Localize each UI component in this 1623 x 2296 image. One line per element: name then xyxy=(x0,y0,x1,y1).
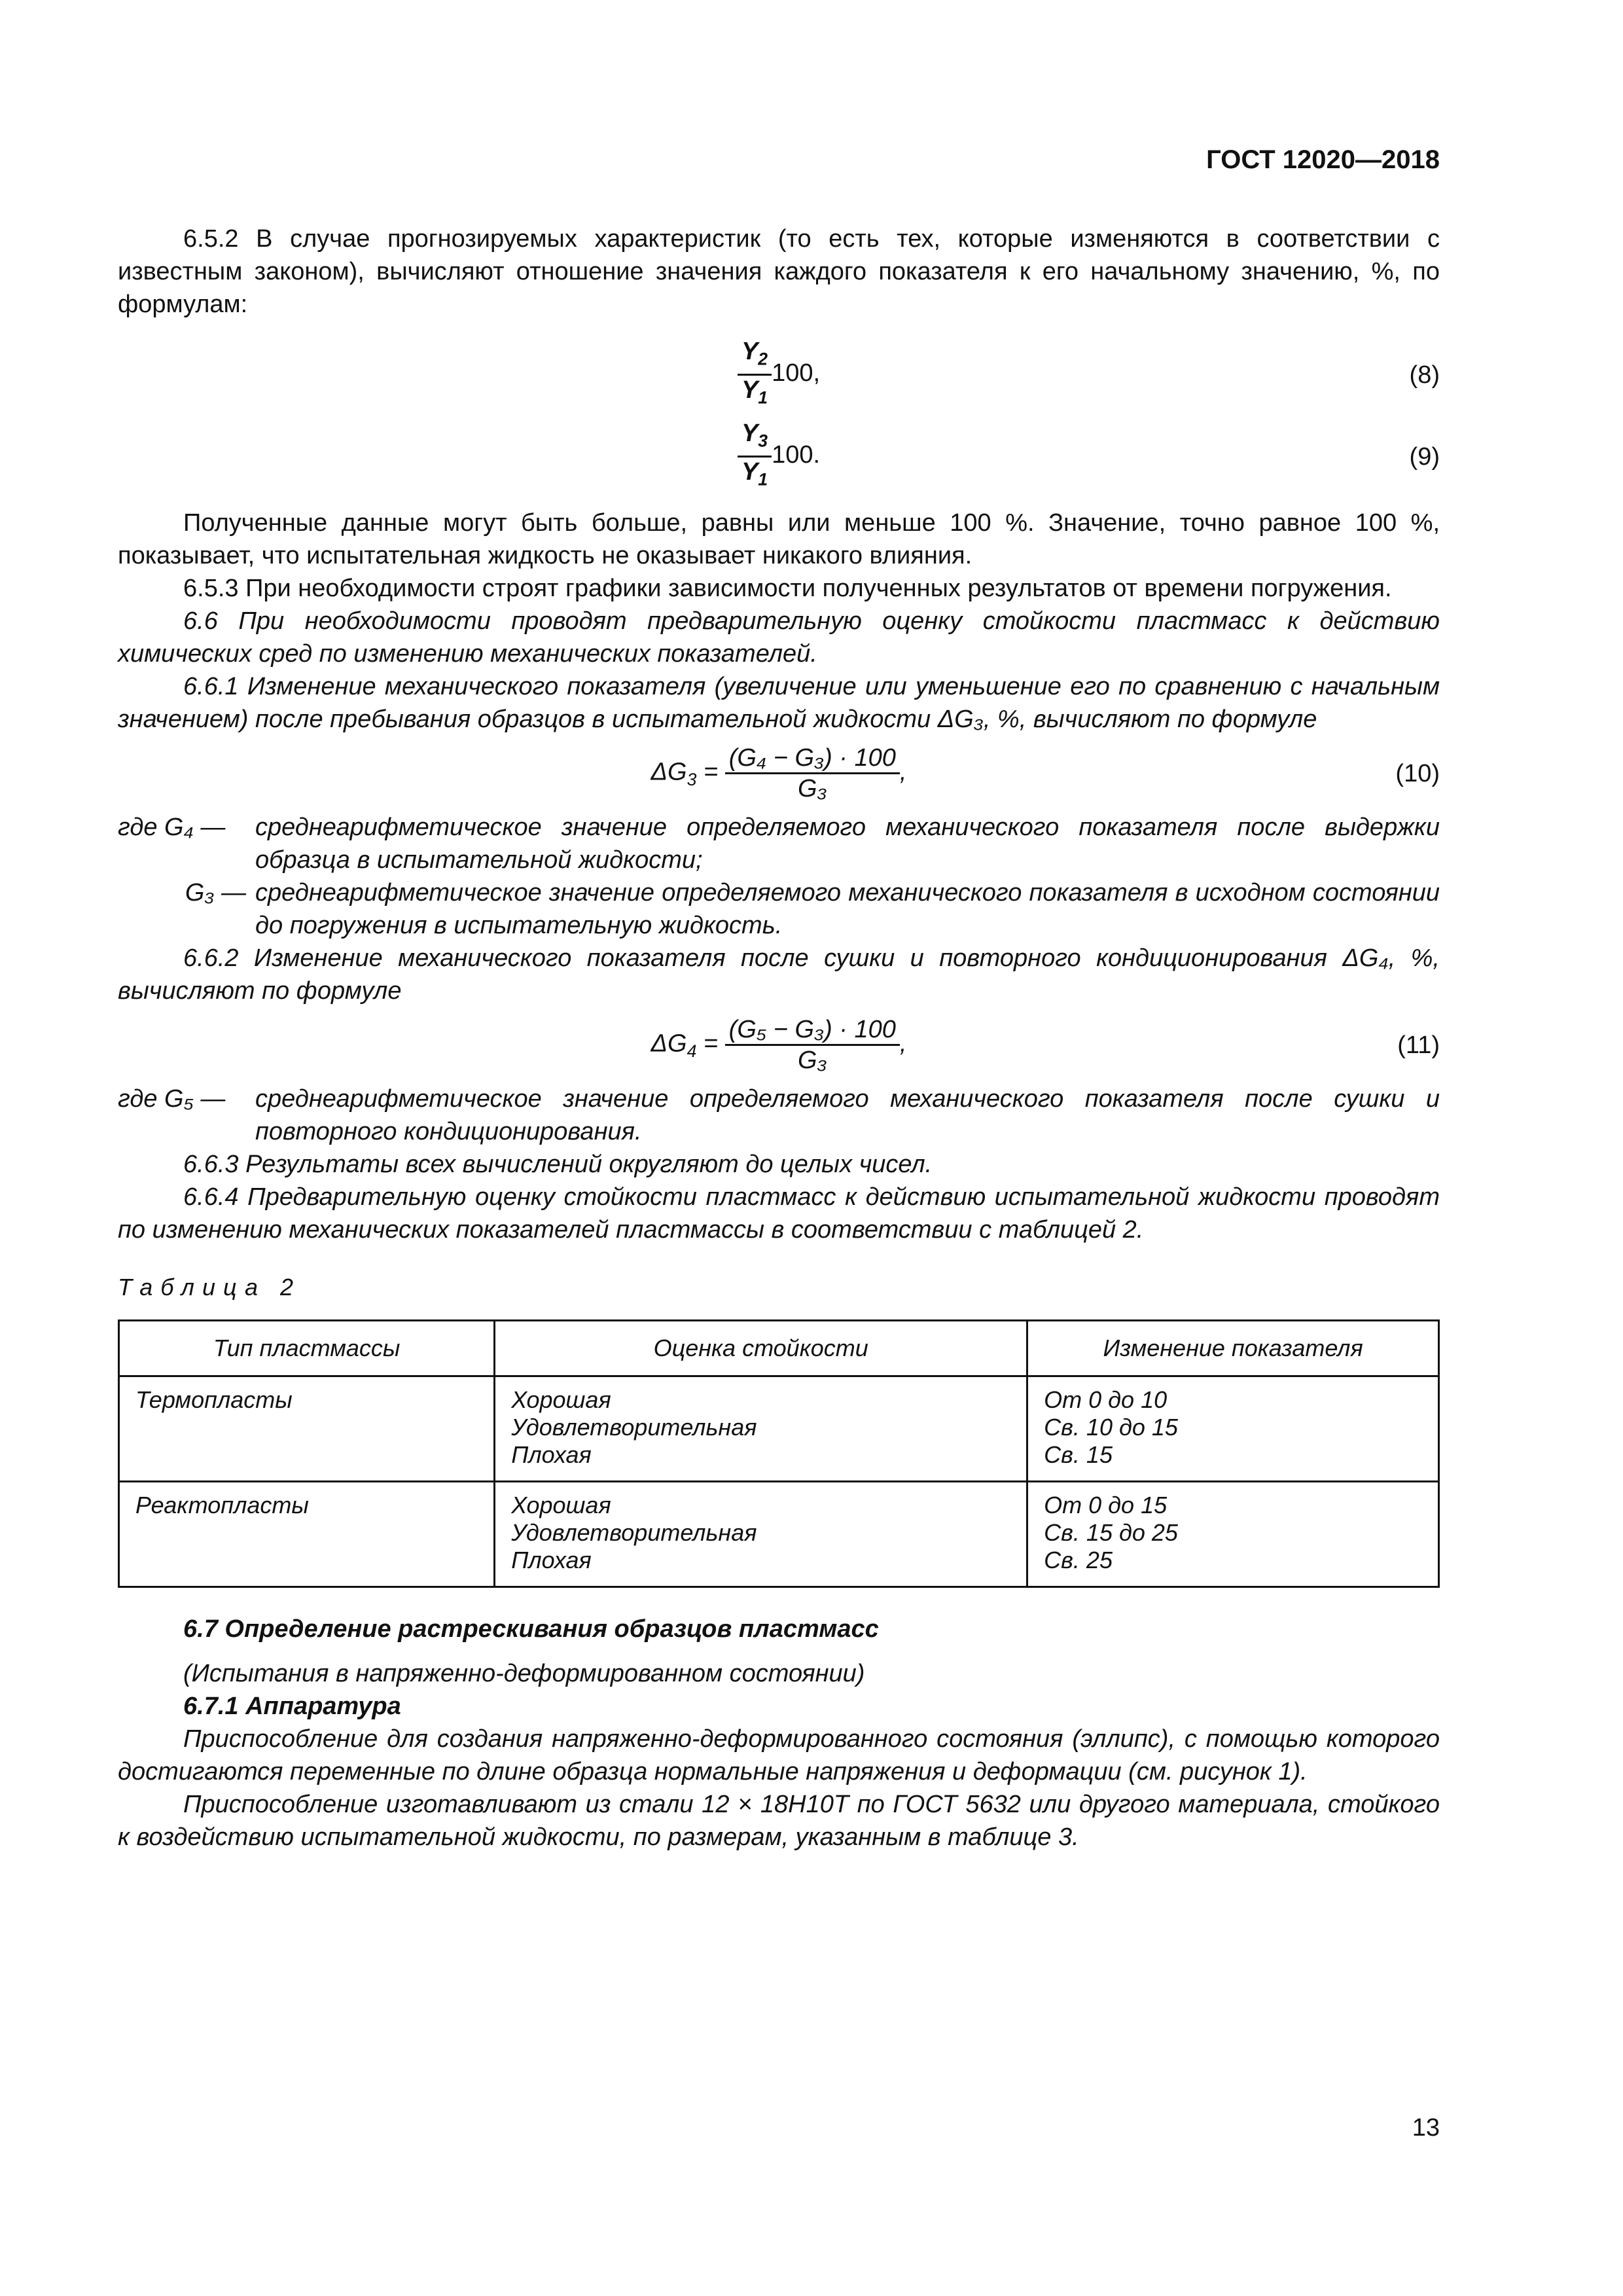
formula-10-fraction: $\frac{\text{(G₄ − G₃) · 100}}{\text{G₃}}$ xyxy=(725,744,900,803)
formula-11: $\Delta G_4$ = $\frac{\text{(G₅ − G₃) · 100}}{\text{G₃}}$ , (11) xyxy=(651,1016,1440,1074)
equation-number-10: (10) xyxy=(1395,759,1440,787)
paragraph-6-7-1-a: Приспособление для создания напряженно-деформированного состояния (эллипс), с помощью которого достигаются переменные по длине образца нормальные напряжения и деформации (см. рисунок 1). xyxy=(118,1725,1440,1785)
document-header: ГОСТ 12020—2018 xyxy=(1206,145,1440,174)
table-cell-changes: От 0 до 15 Св. 15 до 25 Св. 25 xyxy=(1027,1482,1439,1587)
paragraph-6-5-3: 6.5.3 При необходимости строят графики зависимости полученных результатов от времени погружения. xyxy=(183,575,1392,602)
legend-definition: среднеарифметическое значение определяемого механического показателя после сушки и повторного кондиционирования. xyxy=(255,1085,1440,1145)
table-header-cell: Изменение показателя xyxy=(1027,1321,1439,1376)
formula-8: $\frac{Y_2}{Y_1}$ 100, (8) xyxy=(118,334,1440,416)
legend-term: где G₄ — xyxy=(118,814,226,841)
formula-11-legend xyxy=(118,1083,1440,1148)
equation-number-9: (9) xyxy=(1409,442,1440,471)
table-cell-ratings: Хорошая Удовлетворительная Плохая xyxy=(495,1376,1027,1482)
table-cell-type: Термопласты xyxy=(119,1376,495,1482)
paragraph-6-6-1: 6.6.1 Изменение механического показателя (увеличение или уменьшение его по сравнению с начальным значением) после пребывания образцов в испытательной жидкости ΔG₃, %, вычисляют по формуле xyxy=(118,673,1440,733)
table-header-row xyxy=(119,1321,1439,1376)
formula-10: $\Delta G_3$ = $\frac{\text{(G₄ − G₃) · 100}}{\text{G₃}}$ , (10) xyxy=(651,744,1440,802)
table-2 xyxy=(118,1319,1440,1588)
paragraph-6-5-2: 6.5.2 В случае прогнозируемых характеристик (то есть тех, которые изменяются в соответствии с известным законом), вычисляют отношение значения каждого показателя к его начальному значению, %, по формулам: xyxy=(118,225,1440,318)
paragraph-6-6-2: 6.6.2 Изменение механического показателя после сушки и повторного кондиционирования ΔG₄, %, вычисляют по формуле xyxy=(118,944,1440,1005)
subheading-6-7: (Испытания в напряженно-деформированном состоянии) xyxy=(183,1660,865,1687)
table-header-cell: Оценка стойкости xyxy=(495,1321,1027,1376)
equation-number-8: (8) xyxy=(1409,361,1440,389)
legend-definition: среднеарифметическое значение определяемого механического показателя в исходном состоянии до погружения в испытательную жидкость. xyxy=(255,879,1440,939)
table-caption: Таблица 2 xyxy=(118,1274,302,1300)
formula-9-fraction: $\frac{Y_3}{Y_1}$ xyxy=(738,419,772,493)
legend-term: где G₅ — xyxy=(118,1085,226,1113)
table-row xyxy=(119,1482,1439,1587)
paragraph-6-6-3: 6.6.3 Результаты всех вычислений округляют до целых чисел. xyxy=(183,1151,933,1178)
formula-9: $\frac{Y_3}{Y_1}$ 100. (9) xyxy=(118,416,1440,497)
page-number: 13 xyxy=(1412,2114,1440,2142)
legend-definition: среднеарифметическое значение определяемого механического показателя после выдержки образца в испытательной жидкости; xyxy=(255,814,1440,874)
table-cell-ratings: Хорошая Удовлетворительная Плохая xyxy=(495,1482,1027,1587)
heading-6-7: 6.7 Определение растрескивания образцов пластмасс xyxy=(183,1615,879,1643)
paragraph-6-6: 6.6 При необходимости проводят предварительную оценку стойкости пластмасс к действию химических сред по изменению механических показателей. xyxy=(118,607,1440,668)
legend-term: G₃ — xyxy=(185,879,246,906)
formula-11-fraction: $\frac{\text{(G₅ − G₃) · 100}}{\text{G₃}}$ xyxy=(725,1015,900,1075)
paragraph-6-7-1-b: Приспособление изготавливают из стали 12 × 18Н10Т по ГОСТ 5632 или другого материала, стойкого к воздействию испытательной жидкости, по размерам, указанным в таблице 3. xyxy=(118,1791,1440,1851)
table-cell-type: Реактопласты xyxy=(119,1482,495,1587)
paragraph-6-6-4: 6.6.4 Предварительную оценку стойкости пластмасс к действию испытательной жидкости проводят по изменению механических показателей пластмассы в соответствии с таблицей 2. xyxy=(118,1183,1440,1244)
heading-6-7-1: 6.7.1 Аппаратура xyxy=(183,1693,401,1720)
table-cell-changes: От 0 до 10 Св. 10 до 15 Св. 15 xyxy=(1027,1376,1439,1482)
paragraph-result: Полученные данные могут быть больше, равны или меньше 100 %. Значение, точно равное 100 %, показывает, что испытательная жидкость не оказывает никакого влияния. xyxy=(118,509,1440,569)
formula-8-fraction: $\frac{Y_2}{Y_1}$ xyxy=(738,337,772,412)
table-header-cell: Тип пластмассы xyxy=(119,1321,495,1376)
formula-10-legend xyxy=(118,811,1440,942)
document-body xyxy=(118,223,1440,1854)
equation-number-11: (11) xyxy=(1397,1031,1440,1059)
table-row xyxy=(119,1376,1439,1482)
